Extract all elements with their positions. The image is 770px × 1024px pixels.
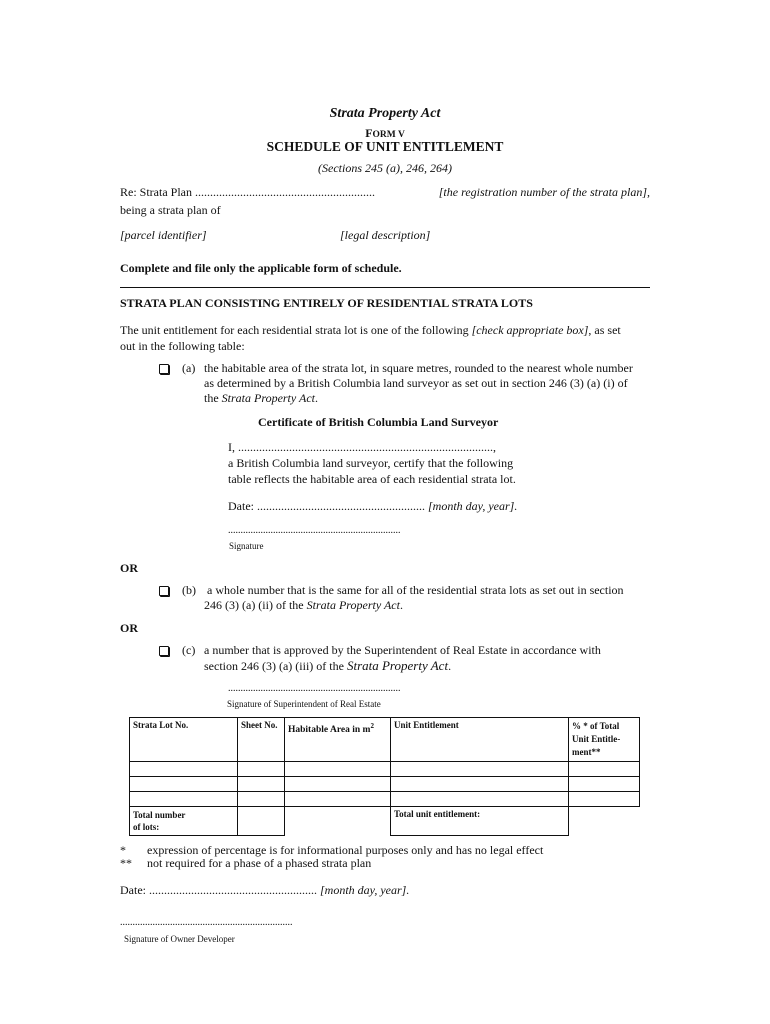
re-line-2: being a strata plan of	[120, 203, 221, 217]
owner-date-note: [month day, year].	[320, 883, 410, 897]
option-a-line-3	[204, 391, 318, 406]
checkbox-option-c[interactable]	[159, 646, 169, 656]
checkbox-option-a[interactable]	[159, 364, 169, 374]
form-label-rest: ORM V	[372, 130, 405, 140]
option-a-label: (a)	[182, 361, 196, 375]
or-label-2: OR	[120, 621, 138, 635]
option-a-line-1: the habitable area of the strata lot, in square metres, rounded to the nearest whole number	[204, 361, 633, 375]
intro-line-2: out in the following table:	[120, 339, 245, 353]
header-percent-line-1: % * of Total	[572, 721, 620, 731]
form-label-first: F	[365, 126, 373, 140]
owner-signature-line: .....................................................................	[120, 917, 293, 928]
sections-reference: (Sections 245 (a), 246, 264)	[318, 161, 452, 175]
certificate-line-3: table reflects the habitable area of each residential strata lot.	[228, 472, 516, 486]
unit-entitlement-table	[129, 717, 640, 836]
table-cell[interactable]	[238, 762, 285, 777]
certificate-signature-label: Signature	[229, 541, 264, 551]
option-b-line-2-pre: 246 (3) (a) (ii) of the	[204, 598, 307, 612]
header-sheet-no: Sheet No.	[238, 718, 285, 762]
option-c-act: Strata Property Act	[346, 658, 449, 673]
table-cell[interactable]	[285, 792, 391, 807]
option-a-act: Strata Property Act	[221, 391, 315, 405]
act-title: Strata Property Act	[329, 106, 441, 121]
table-cell[interactable]	[569, 762, 640, 777]
certificate-line-2: a British Columbia land surveyor, certify that the following	[228, 456, 514, 470]
option-a-line-2: as determined by a British Columbia land surveyor as set out in section 246 (3) (a) (i) of	[204, 376, 628, 390]
superintendent-signature-label: Signature of Superintendent of Real Estate	[227, 699, 381, 709]
header-percent-line-3: ment**	[572, 747, 601, 757]
legal-description: [legal description]	[340, 228, 431, 242]
re-strata-plan: Re: Strata Plan ............................................................	[120, 185, 375, 199]
option-a-line-3-post: .	[315, 391, 318, 405]
footnote-1-mark: *	[120, 843, 126, 857]
header-habitable-area-text: Habitable Area in m	[288, 725, 371, 736]
header-percent-line-2: Unit Entitle-	[572, 734, 621, 744]
certificate-date-note: [month day, year].	[428, 499, 518, 513]
table-cell[interactable]	[130, 762, 238, 777]
divider	[120, 287, 650, 288]
table-cell[interactable]	[569, 792, 640, 807]
intro-text: The unit entitlement for each residential strata lot is one of the following	[120, 323, 469, 337]
certificate-line-1: I, .....................................................................................,	[228, 440, 496, 454]
certificate-signature-line: .....................................................................	[228, 525, 401, 536]
certificate-title: Certificate of British Columbia Land Surveyor	[258, 415, 499, 429]
intro-text-end: , as set	[588, 323, 621, 337]
option-b-label: (b)	[182, 583, 196, 597]
table-cell[interactable]	[285, 762, 391, 777]
owner-date-prefix: Date: ........................................................	[120, 883, 317, 897]
checkbox-option-b[interactable]	[159, 586, 169, 596]
option-a-line-3-pre: the	[204, 391, 222, 405]
certificate-date	[228, 499, 517, 514]
instruction: Complete and file only the applicable form of schedule.	[120, 261, 402, 275]
table-header-row	[130, 718, 640, 762]
total-lots-line-1: Total number	[133, 810, 186, 820]
section-heading: STRATA PLAN CONSISTING ENTIRELY OF RESIDENTIAL STRATA LOTS	[120, 296, 533, 310]
table-cell[interactable]	[130, 792, 238, 807]
table-cell[interactable]	[569, 777, 640, 792]
total-lots-line-2: of lots:	[133, 822, 160, 832]
footnote-2-mark: **	[120, 856, 132, 870]
parcel-identifier: [parcel identifier]	[120, 228, 207, 242]
total-spacer-2	[569, 807, 640, 836]
intro-line-1	[120, 323, 650, 338]
option-c-line-2	[204, 658, 451, 674]
table-total-row	[130, 807, 640, 836]
total-lots-value[interactable]	[238, 807, 285, 836]
owner-signature-label: Signature of Owner Developer	[124, 934, 235, 944]
table-cell[interactable]	[285, 777, 391, 792]
schedule-title: SCHEDULE OF UNIT ENTITLEMENT	[266, 139, 504, 154]
table-cell[interactable]	[130, 777, 238, 792]
option-b-line-2	[204, 598, 403, 613]
re-registration-note: [the registration number of the strata plan],	[438, 185, 650, 199]
table-row	[130, 792, 640, 807]
option-c-line-1: a number that is approved by the Superintendent of Real Estate in accordance with	[204, 643, 601, 657]
footnote-2	[120, 856, 371, 871]
table-row	[130, 762, 640, 777]
total-unit-entitlement: Total unit entitlement:	[391, 807, 569, 836]
header-habitable-area	[285, 718, 391, 762]
or-label-1: OR	[120, 561, 138, 575]
intro-check-note: [check appropriate box]	[471, 323, 589, 337]
re-line	[120, 185, 650, 200]
option-b-line-2-post: .	[399, 598, 403, 612]
option-c-line-2-pre: section 246 (3) (a) (iii) of the	[204, 659, 347, 673]
owner-date	[120, 883, 409, 898]
header-strata-lot: Strata Lot No.	[130, 718, 238, 762]
table-cell[interactable]	[391, 762, 569, 777]
table-cell[interactable]	[391, 792, 569, 807]
table-cell[interactable]	[391, 777, 569, 792]
certificate-date-prefix: Date: ........................................................	[228, 499, 425, 513]
superintendent-signature-line: .....................................................................	[228, 683, 401, 694]
total-number-of-lots	[130, 807, 238, 836]
option-b-act: Strata Property Act	[306, 598, 400, 612]
header-percent-total	[569, 718, 640, 762]
header-unit-entitlement: Unit Entitlement	[391, 718, 569, 762]
table-row	[130, 777, 640, 792]
option-b-line-1: a whole number that is the same for all of the residential strata lots as set out in section	[207, 583, 624, 597]
option-c-label: (c)	[182, 643, 196, 657]
table-cell[interactable]	[238, 777, 285, 792]
option-c-line-2-post: .	[448, 659, 452, 673]
footnote-2-text: not required for a phase of a phased strata plan	[147, 856, 372, 870]
header-habitable-area-sup: 2	[370, 722, 374, 730]
table-cell[interactable]	[238, 792, 285, 807]
total-spacer	[285, 807, 391, 836]
footnote-1-text: expression of percentage is for informational purposes only and has no legal effect	[147, 843, 544, 857]
